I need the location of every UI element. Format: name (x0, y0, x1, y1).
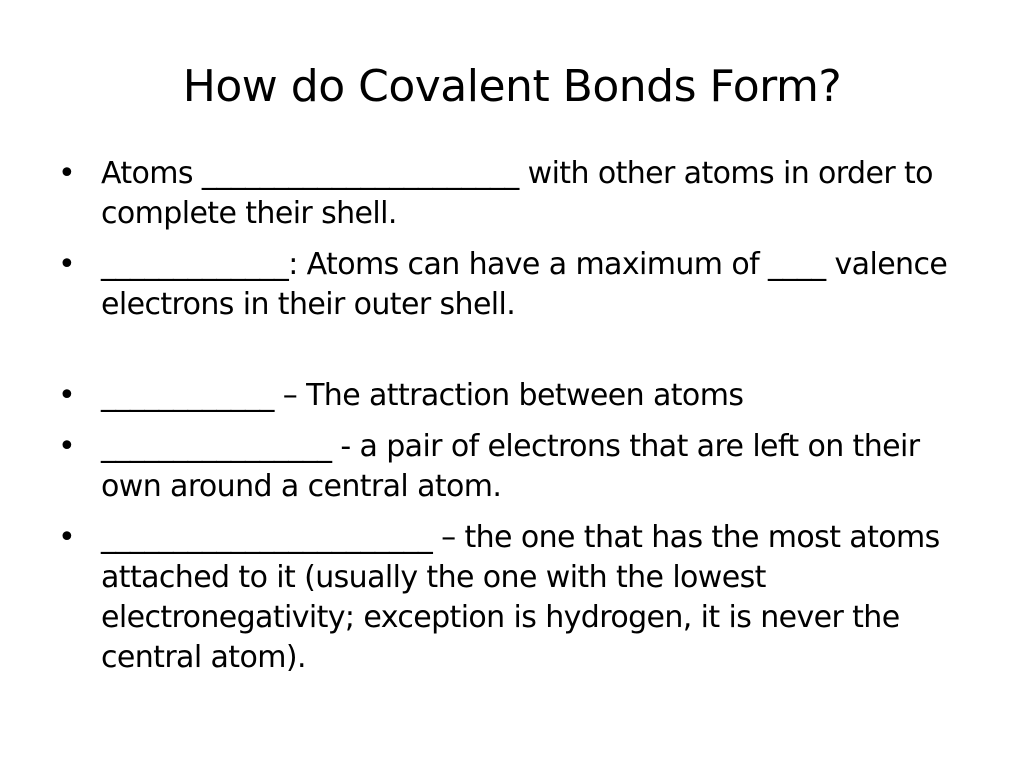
bullet-item-octet-rule (56, 245, 961, 325)
bullet-text: Atoms ______________________ with other atoms in order to complete their shell. (101, 156, 933, 231)
bullet-item-bond (56, 376, 961, 416)
bullet-text: _______________________ – the one that has the most atoms attached to it (usually the one with the lowest electronegativity; exception is hydrogen, it is never the central atom). (101, 520, 940, 675)
bullet-icon: • (58, 247, 76, 282)
bullet-icon: • (58, 520, 76, 555)
bullet-item-lone-pair (56, 427, 961, 507)
bullet-item-central-atom (56, 518, 961, 678)
slide-title: How do Covalent Bonds Form? (182, 61, 842, 112)
bullet-list (56, 154, 961, 689)
bullet-text: _____________: Atoms can have a maximum of ____ valence electrons in their outer shell. (101, 247, 948, 322)
bullet-icon: • (58, 156, 76, 191)
bullet-icon: • (58, 378, 76, 413)
bullet-text: ____________ – The attraction between atoms (101, 378, 744, 413)
bullet-text: ________________ - a pair of electrons that are left on their own around a central atom. (101, 429, 920, 504)
bullet-item-share-electrons (56, 154, 961, 234)
bullet-icon: • (58, 429, 76, 464)
